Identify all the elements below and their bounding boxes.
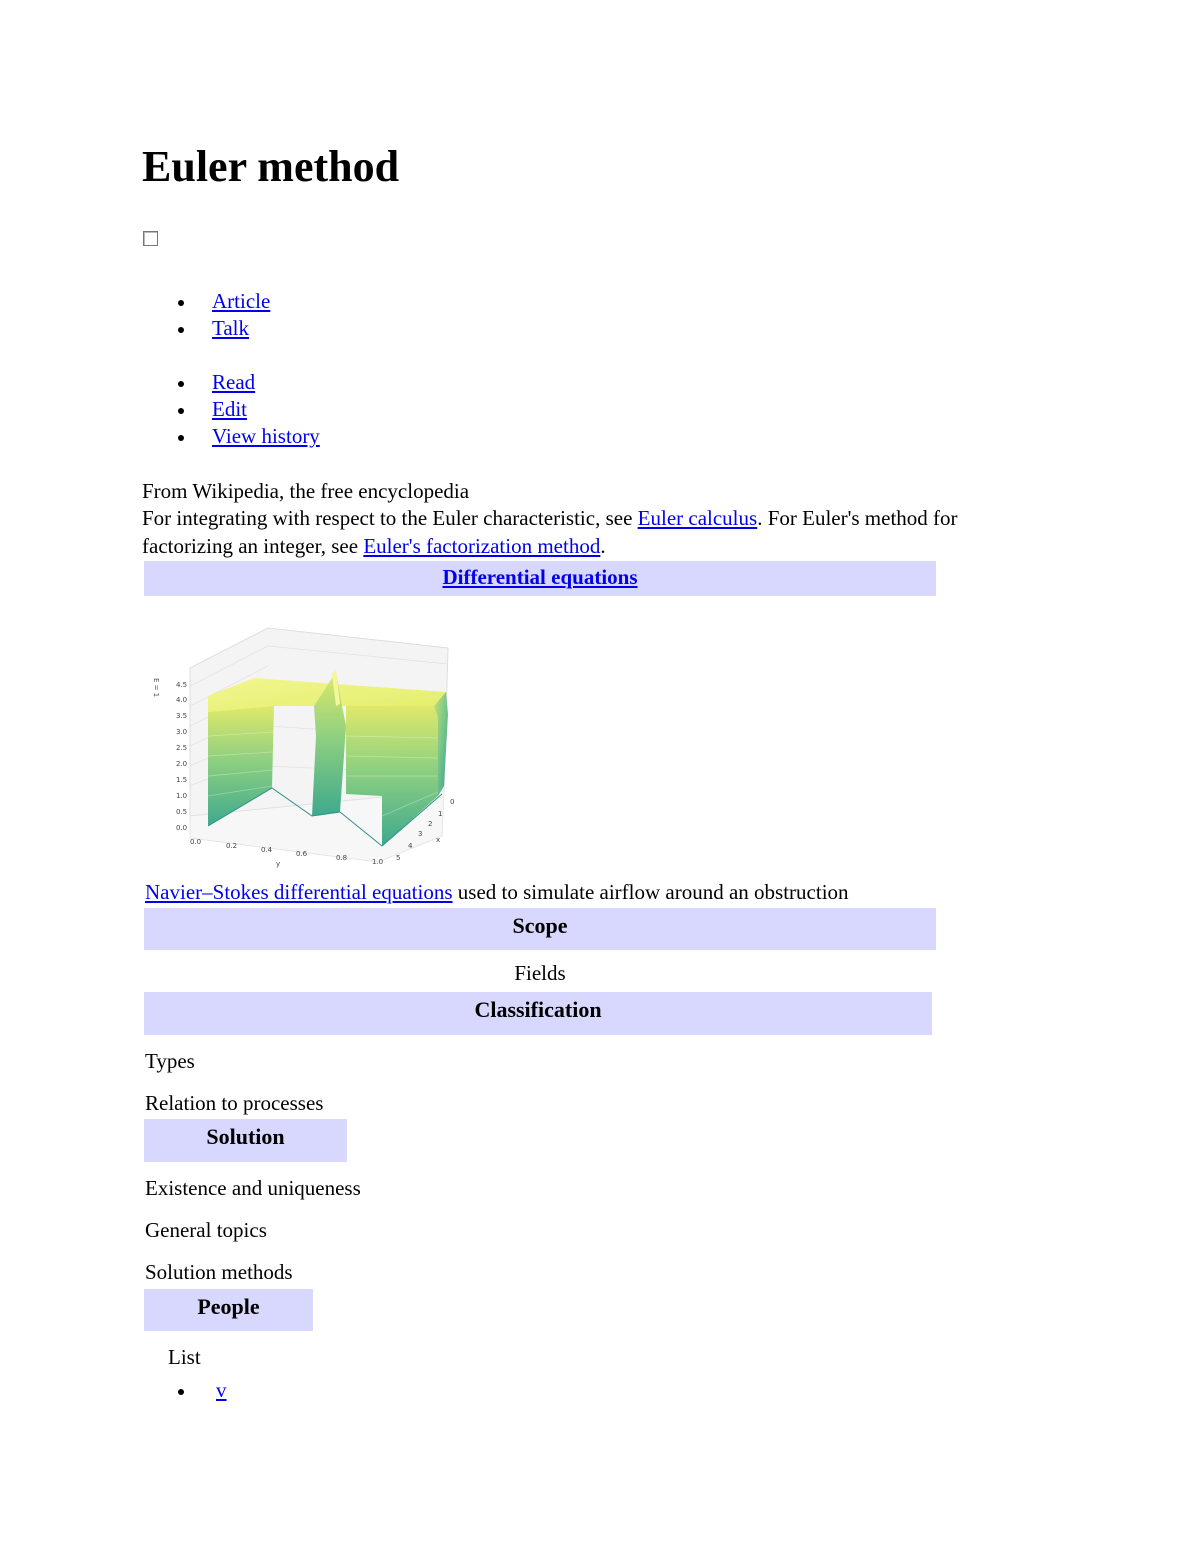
x-tick: 0 [450,798,455,806]
y-tick: 0.8 [336,854,348,862]
solution-methods[interactable]: Solution methods [145,1260,293,1284]
caption-text: used to simulate airflow around an obstruction [452,880,849,904]
image-caption [145,879,849,906]
z-tick: 0.5 [176,808,188,816]
solution-existence-uniqueness[interactable]: Existence and uniqueness [145,1176,361,1200]
x-tick: 5 [396,854,401,862]
x-tick: 3 [418,830,423,838]
classification-relation-to-processes[interactable]: Relation to processes [145,1091,324,1115]
z-tick: 3.5 [176,712,188,720]
people-header: People [144,1289,313,1331]
solution-general-topics[interactable]: General topics [145,1218,267,1242]
navier-stokes-link[interactable]: Navier–Stokes differential equations [145,880,453,904]
hatnote-text: . For Euler's method for [757,506,958,530]
z-tick: 2.5 [176,744,188,752]
site-tagline: From Wikipedia, the free encyclopedia [142,479,470,503]
tab-article-link[interactable]: Article [212,289,271,313]
tab-view-history [178,423,320,450]
namespace-tabs [178,288,270,342]
z-tick: 1.0 [176,792,188,800]
z-tick: 2.0 [176,760,188,768]
solution-header: Solution [144,1119,347,1162]
tab-view-history-link[interactable]: View history [212,424,320,448]
scope-header: Scope [144,908,936,950]
x-tick: 2 [428,820,433,828]
page-title: Euler method [142,142,400,191]
z-tick: 1.5 [176,776,188,784]
navbar-links [178,1377,227,1404]
navbar-item-view [178,1377,227,1404]
z-tick: 3.0 [176,728,188,736]
menu-toggle-checkbox[interactable] [143,231,158,246]
tab-edit [178,396,320,423]
x-tick: 1 [438,810,443,818]
y-tick: 0.6 [296,850,308,858]
classification-types[interactable]: Types [145,1049,195,1073]
tab-read [178,369,320,396]
tab-talk [178,315,270,342]
y-axis-label: y [276,860,281,868]
tab-edit-link[interactable]: Edit [212,397,247,421]
hatnote-text: factorizing an integer, see [142,534,364,558]
navbar-view-link[interactable]: v [216,1378,227,1402]
x-tick: 4 [408,842,413,850]
y-tick: 0.2 [226,842,238,850]
euler-calculus-link[interactable]: Euler calculus [637,506,758,530]
classification-header: Classification [144,992,932,1035]
differential-equations-link[interactable]: Differential equations [442,565,638,589]
euler-factorization-link[interactable]: Euler's factorization method [363,534,601,558]
infobox-title [144,561,936,596]
y-tick: 0.0 [190,838,202,846]
hatnote-line-2 [142,533,606,560]
tab-read-link[interactable]: Read [212,370,256,394]
x-axis-label: x [436,836,441,844]
people-list[interactable]: List [168,1345,201,1369]
navier-stokes-surface-image [146,626,470,872]
hatnote-line-1 [142,505,958,532]
tab-talk-link[interactable]: Talk [212,316,250,340]
scope-fields[interactable]: Fields [514,961,566,985]
view-tabs [178,369,320,450]
hatnote-text: . [600,534,606,558]
z-tick: 4.0 [176,696,188,704]
z-axis-label: E = 1 [152,678,160,698]
y-tick: 0.4 [261,846,273,854]
y-tick: 1.0 [372,858,384,866]
tab-article [178,288,270,315]
hatnote-text: For integrating with respect to the Euler characteristic, see [142,506,638,530]
z-tick: 4.5 [176,681,188,689]
z-tick: 0.0 [176,824,188,832]
